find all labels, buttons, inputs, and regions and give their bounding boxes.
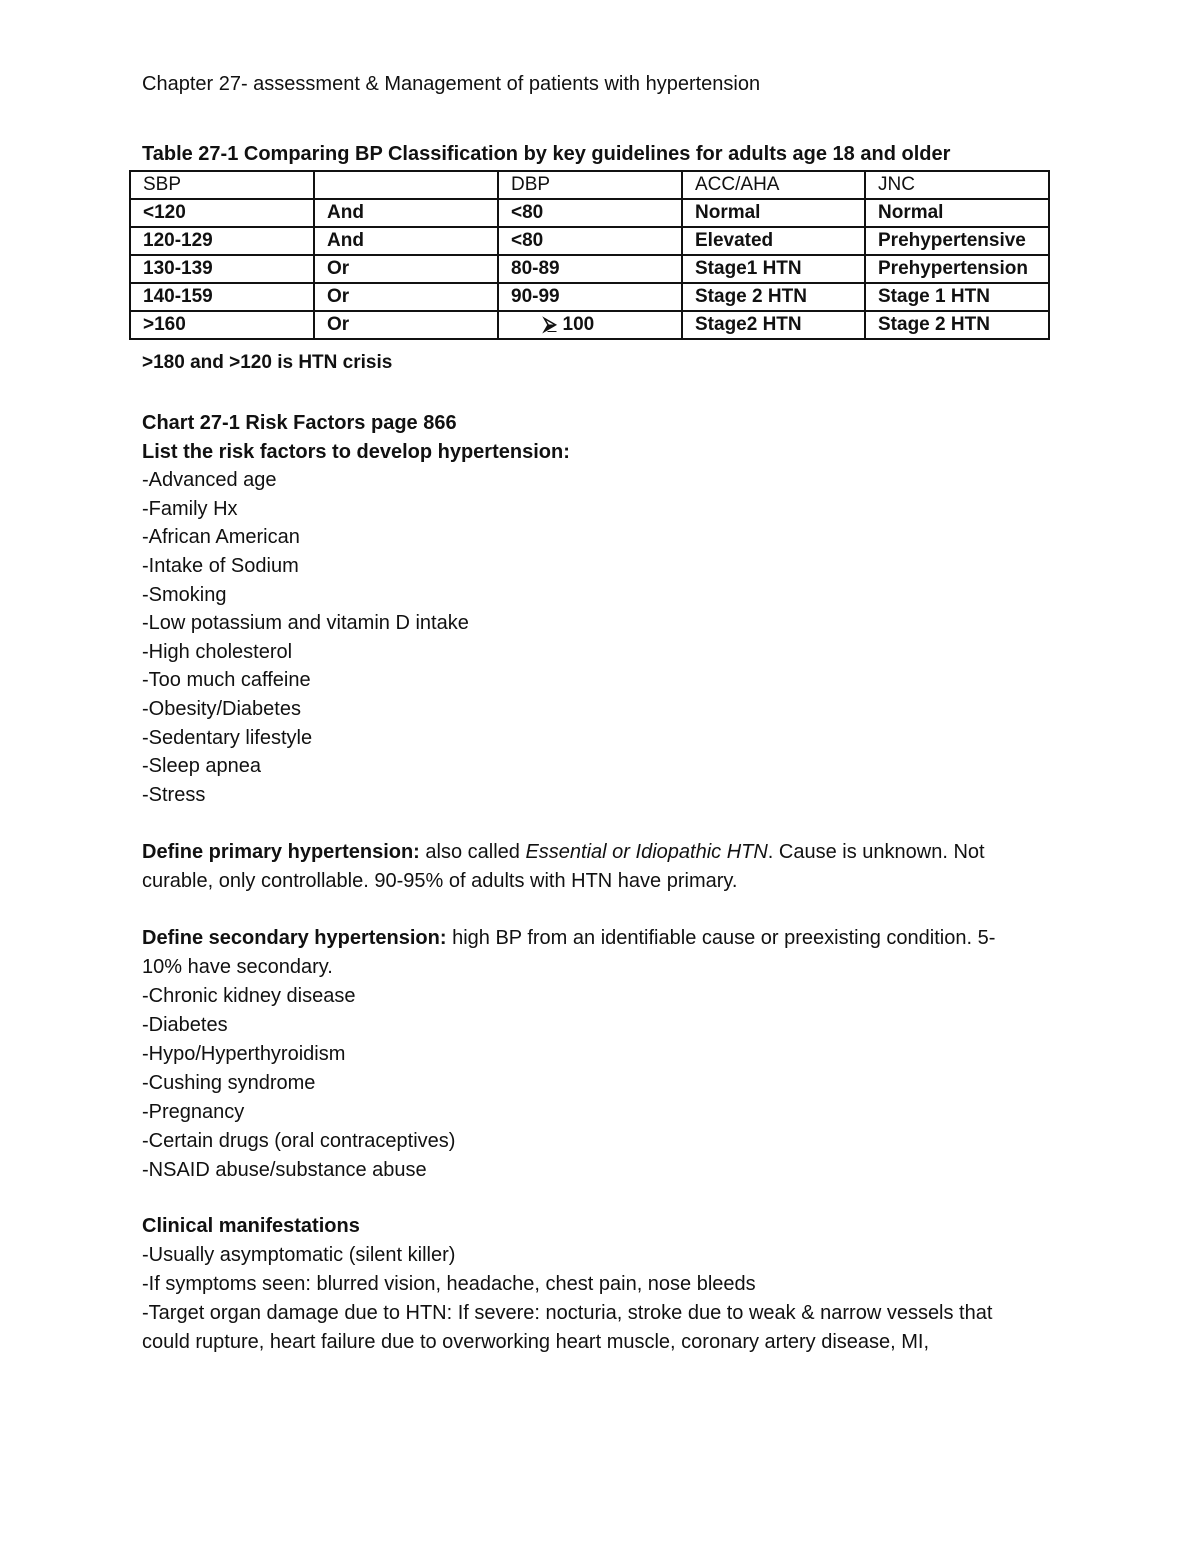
table-cell: And [314,227,498,255]
list-item: -Hypo/Hyperthyroidism [142,1043,346,1065]
table-cell: Stage 1 HTN [865,283,1049,311]
table-cell: >160 [130,311,314,339]
list-item: -Diabetes [142,1014,228,1036]
list-item: -Low potassium and vitamin D intake [142,612,469,635]
list-item: -NSAID abuse/substance abuse [142,1159,427,1181]
table-cell-ge-100 [498,311,682,339]
header-cell: JNC [865,171,1049,199]
table-cell: Stage2 HTN [682,311,865,339]
table-cell: Elevated [682,227,865,255]
list-item: -Target organ damage due to HTN: If severe: nocturia, stroke due to weak & narrow vessels that [142,1302,993,1324]
bp-classification-table [129,170,1050,340]
list-item: -Advanced age [142,469,277,492]
definition-text: curable, only controllable. 90-95% of adults with HTN have primary. [142,870,738,892]
table-cell: Stage1 HTN [682,255,865,283]
table-cell: Normal [682,199,865,227]
table-cell: Stage 2 HTN [682,283,865,311]
header-cell: ACC/AHA [682,171,865,199]
table-cell: Or [314,255,498,283]
list-item: -Obesity/Diabetes [142,697,301,720]
clinical-manifestations-section [142,1212,1062,1357]
list-item: -Pregnancy [142,1101,245,1123]
table-cell: 130-139 [130,255,314,283]
list-item: -Smoking [142,583,227,606]
table-cell: 140-159 [130,283,314,311]
secondary-hypertension-definition [142,924,1062,1185]
page-title: Chapter 27- assessment & Management of patients with hypertension [142,73,761,95]
header-cell [314,171,498,199]
definition-label: Define secondary hypertension: [142,927,447,949]
table-cell: Or [314,311,498,339]
table-cell: <120 [130,199,314,227]
table-cell: Prehypertensive [865,227,1049,255]
list-item: -Sleep apnea [142,755,261,778]
list-item: -Too much caffeine [142,669,311,692]
table-cell: 90-99 [498,283,682,311]
table-header-row [130,171,1049,199]
table-cell: Normal [865,199,1049,227]
definition-italic: Essential or Idiopathic HTN [525,841,768,863]
header-cell: DBP [498,171,682,199]
list-item: -Chronic kidney disease [142,985,356,1007]
table-cell: 120-129 [130,227,314,255]
risk-factors-section [142,409,570,809]
list-item: could rupture, heart failure due to overworking heart muscle, coronary artery disease, MI, [142,1331,930,1353]
section-heading: Clinical manifestations [142,1215,360,1237]
table-cell: <80 [498,227,682,255]
table-row [130,255,1049,283]
list-item: -Family Hx [142,497,238,520]
list-item: -If symptoms seen: blurred vision, headache, chest pain, nose bleeds [142,1273,756,1295]
section-prompt: List the risk factors to develop hypertension: [142,440,570,463]
table-row [130,199,1049,227]
htn-crisis-note: >180 and >120 is HTN crisis [142,352,393,373]
definition-text: 10% have secondary. [142,956,333,978]
table-cell: <80 [498,199,682,227]
section-heading: Chart 27-1 Risk Factors page 866 [142,412,457,434]
table-row [130,283,1049,311]
table-cell: Prehypertension [865,255,1049,283]
definition-label: Define primary hypertension: [142,841,420,863]
table-cell: And [314,199,498,227]
table-cell: Stage 2 HTN [865,311,1049,339]
definition-text: also called [419,841,526,863]
list-item: -Stress [142,783,206,806]
table-cell: Or [314,283,498,311]
greater-or-equal-icon: ⮚ [543,314,557,335]
list-item: -Sedentary lifestyle [142,726,313,749]
list-item: -Usually asymptomatic (silent killer) [142,1244,456,1266]
list-item: -Certain drugs (oral contraceptives) [142,1130,456,1152]
table-caption: Table 27-1 Comparing BP Classification by key guidelines for adults age 18 and older [142,143,951,165]
definition-text: . Cause is unknown. Not [767,841,985,863]
definition-text: high BP from an identifiable cause or preexisting condition. 5- [446,927,996,949]
table-cell: 80-89 [498,255,682,283]
table-row [130,311,1049,339]
primary-hypertension-definition [142,838,1062,896]
table-row [130,227,1049,255]
list-item: -African American [142,526,300,549]
table-cell-value: 100 [562,314,595,335]
list-item: -High cholesterol [142,640,293,663]
header-cell: SBP [130,171,314,199]
list-item: -Cushing syndrome [142,1072,316,1094]
list-item: -Intake of Sodium [142,554,299,577]
